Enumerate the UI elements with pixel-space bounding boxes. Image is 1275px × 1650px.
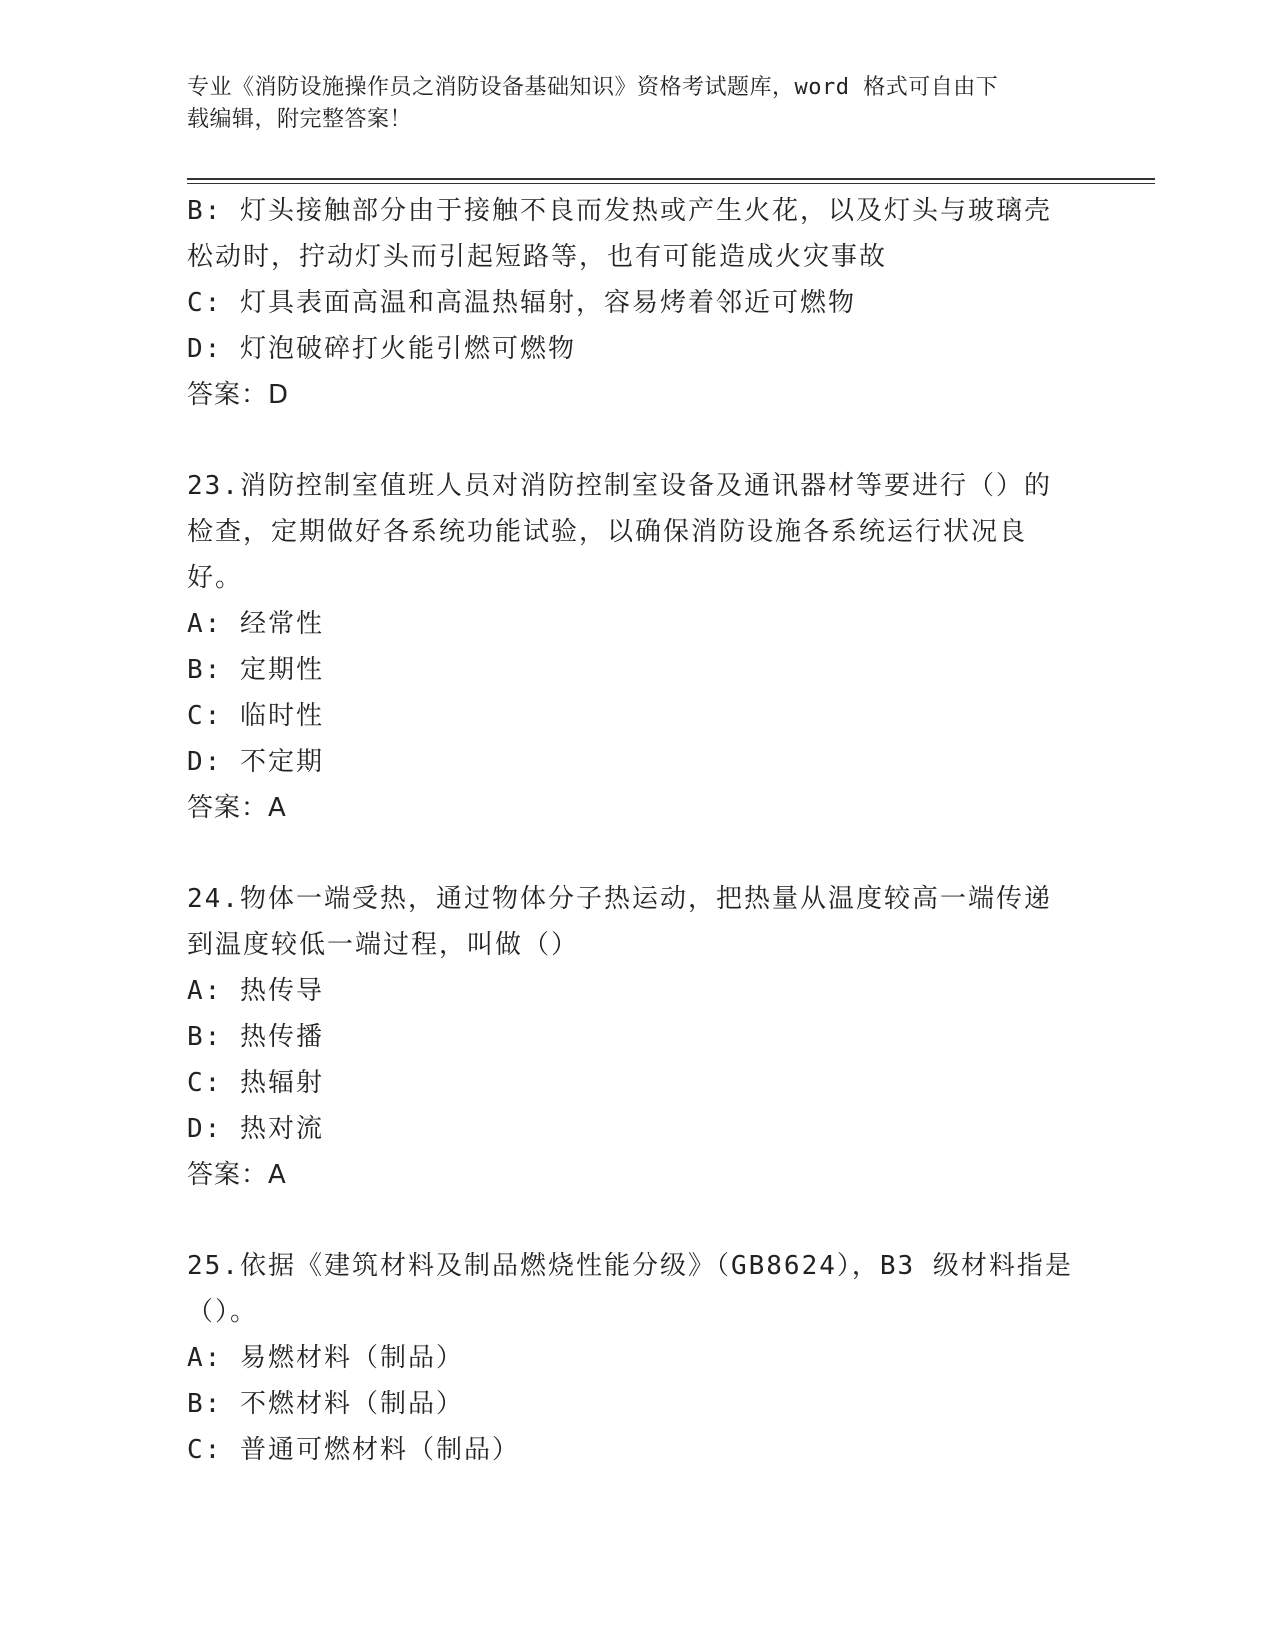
option-b: B: 不燃材料（制品）: [187, 1389, 464, 1419]
question-text-line-3: 好。: [187, 563, 244, 593]
option-c: C: 热辐射: [187, 1068, 324, 1098]
question-24: [187, 876, 1087, 1198]
question-23: [187, 463, 1087, 831]
answer: 答案：A: [187, 793, 287, 823]
header-line-2: 载编辑，附完整答案！: [187, 107, 413, 132]
question-22-tail: [187, 188, 1087, 418]
option-c: C: 普通可燃材料（制品）: [187, 1435, 520, 1465]
header-rule-thick: [187, 178, 1155, 180]
option-c: C: 临时性: [187, 701, 324, 731]
header-rule-thin: [187, 183, 1155, 184]
option-b-line-1: B: 灯头接触部分由于接触不良而发热或产生火花，以及灯头与玻璃壳: [187, 196, 1052, 226]
option-a: A: 热传导: [187, 976, 324, 1006]
option-c: C: 灯具表面高温和高温热辐射，容易烤着邻近可燃物: [187, 288, 856, 318]
option-a: A: 经常性: [187, 609, 324, 639]
answer: 答案：D: [187, 380, 290, 410]
option-b-line-2: 松动时，拧动灯头而引起短路等，也有可能造成火灾事故: [187, 242, 888, 272]
question-content: [187, 188, 1087, 1473]
question-text-line-1: 23.消防控制室值班人员对消防控制室设备及通讯器材等要进行（）的: [187, 471, 1052, 501]
question-text-line-2: （）。: [187, 1297, 259, 1327]
option-d: D: 灯泡破碎打火能引燃可燃物: [187, 334, 576, 364]
question-text-line-2: 到温度较低一端过程，叫做（）: [187, 930, 580, 960]
option-b: B: 热传播: [187, 1022, 324, 1052]
option-b: B: 定期性: [187, 655, 324, 685]
option-d: D: 热对流: [187, 1114, 324, 1144]
header-line-1: 专业《消防设施操作员之消防设备基础知识》资格考试题库，word 格式可自由下: [187, 75, 999, 100]
option-d: D: 不定期: [187, 747, 324, 777]
question-25: [187, 1243, 1087, 1473]
question-text-line-1: 25.依据《建筑材料及制品燃烧性能分级》（GB8624），B3 级材料指是: [187, 1251, 1073, 1281]
option-a: A: 易燃材料（制品）: [187, 1343, 464, 1373]
document-header: [187, 72, 1087, 136]
question-text-line-1: 24.物体一端受热，通过物体分子热运动，把热量从温度较高一端传递: [187, 884, 1052, 914]
answer: 答案：A: [187, 1160, 287, 1190]
question-text-line-2: 检查，定期做好各系统功能试验，以确保消防设施各系统运行状况良: [187, 517, 1028, 547]
